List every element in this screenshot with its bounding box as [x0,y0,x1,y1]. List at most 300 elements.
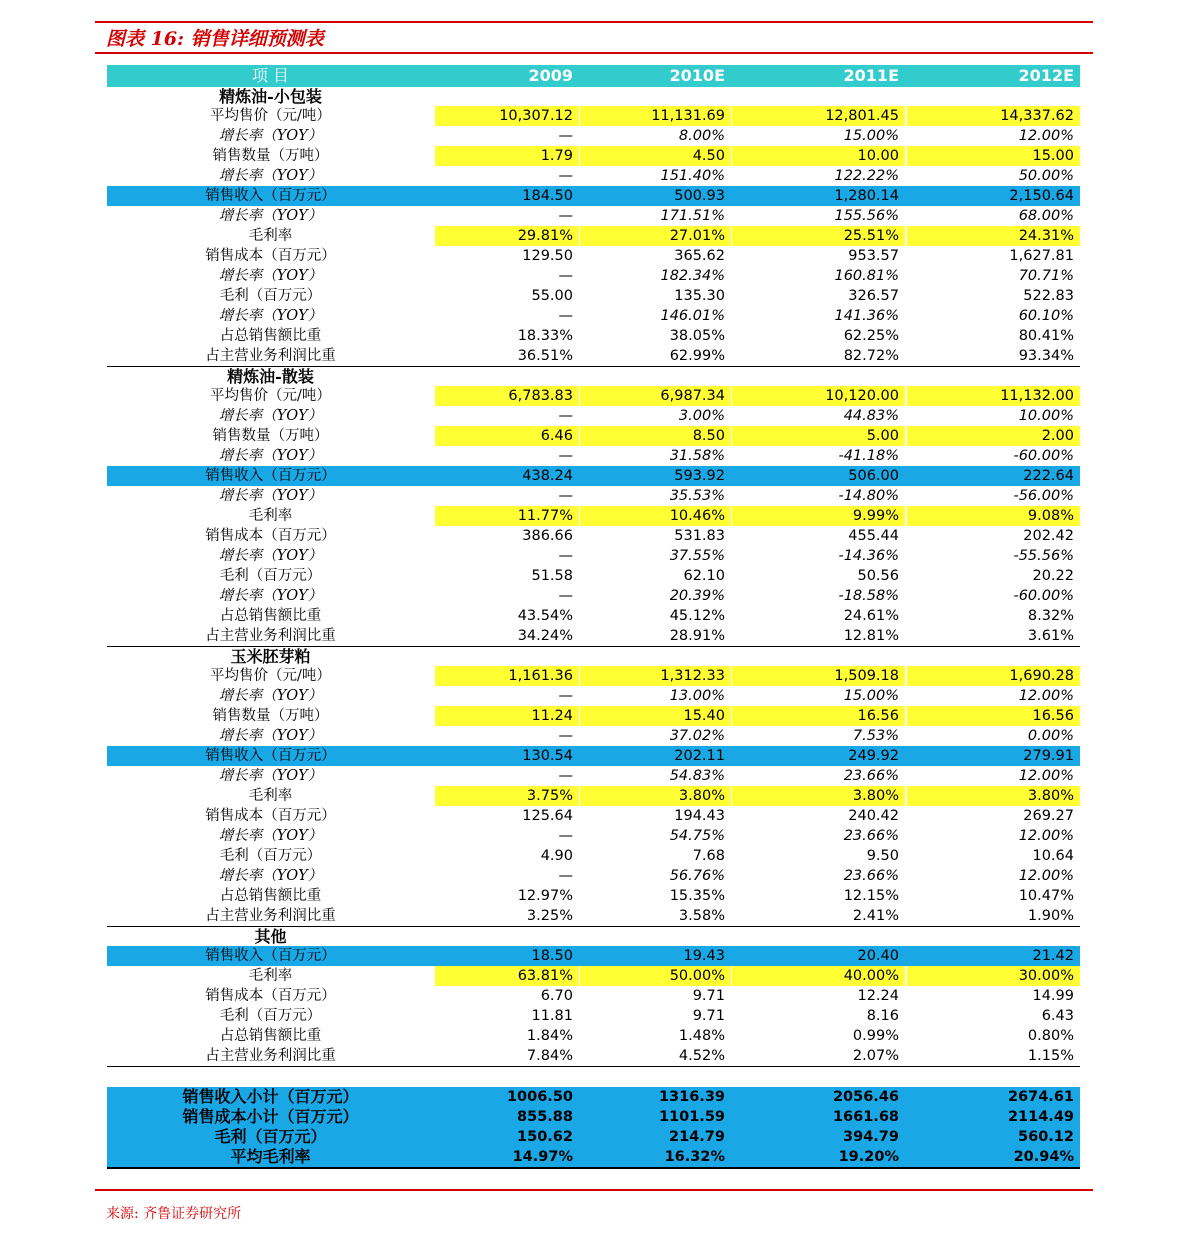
table-row [107,446,1080,466]
row-value: 50.00% [1018,168,1074,184]
row-value: — [558,128,573,144]
summary-value: 1101.59 [658,1109,725,1125]
row-value: 2.07% [852,1048,899,1064]
row-value: 1.84% [526,1028,573,1044]
row-value: 953.57 [848,248,899,264]
row-label: 增长率（YOY） [218,408,323,424]
row-value: 135.30 [674,288,725,304]
row-value: 20.39% [669,588,725,604]
row-value: 10.00 [732,146,905,166]
row-label: 占总销售额比重 [219,1028,322,1044]
row-value: 10.64 [1032,848,1074,864]
row-label: 占主营业务利润比重 [205,348,336,364]
row-value: 10,307.12 [435,106,579,126]
table-row [107,246,1080,266]
row-label: 平均售价（元/吨） [210,108,331,124]
row-label: 增长率（YOY） [218,688,323,704]
row-value: 6,987.34 [580,386,731,406]
row-label: 占主营业务利润比重 [205,628,336,644]
row-label: 销售收入（百万元） [205,948,336,964]
summary-value: 394.79 [843,1129,899,1145]
row-value: 50.00% [580,966,731,986]
row-value: 20.40 [857,948,899,964]
table-row [107,506,1080,526]
summary-value: 14.97% [512,1149,573,1165]
table-row [107,186,1080,206]
row-value: 12.97% [517,888,573,904]
row-value: 1,627.81 [1009,248,1074,264]
row-value: 50.56 [857,568,899,584]
table-row [107,706,1080,726]
row-value: 1,161.36 [435,666,579,686]
row-value: 122.22% [834,168,899,184]
row-value: 1.79 [435,146,579,166]
summary-value: 855.88 [517,1109,573,1125]
row-value: 7.53% [852,728,899,744]
row-value: 44.83% [843,408,899,424]
row-value: 62.99% [669,348,725,364]
row-value: — [558,828,573,844]
row-value: 194.43 [674,808,725,824]
row-value: 14.99 [1032,988,1074,1004]
row-value: 18.33% [517,328,573,344]
row-label: 毛利率 [248,968,293,984]
summary-value: 1006.50 [506,1089,573,1105]
row-value: 12.00% [1018,688,1074,704]
row-value: 11.77% [435,506,579,526]
row-label: 占总销售额比重 [219,608,322,624]
row-label: 毛利率 [248,228,293,244]
row-value: 28.91% [669,628,725,644]
summary-value: 560.12 [1018,1129,1074,1145]
table-row [107,626,1080,647]
row-value: 27.01% [580,226,731,246]
table-row [107,946,1080,966]
row-value: 16.56 [907,706,1080,726]
row-value: — [558,768,573,784]
row-value: 24.31% [907,226,1080,246]
row-value: 1,312.33 [580,666,731,686]
table-row [107,266,1080,286]
row-value: 3.80% [580,786,731,806]
row-label: 增长率（YOY） [218,488,323,504]
row-value: 386.66 [522,528,573,544]
row-value: 24.61% [843,608,899,624]
row-value: 16.56 [732,706,905,726]
summary-row [107,1087,1080,1107]
row-value: 12.00% [1018,868,1074,884]
row-value: 23.66% [843,828,899,844]
summary-row [107,1107,1080,1127]
summary-value: 16.32% [664,1149,725,1165]
row-label: 毛利（百万元） [219,288,322,304]
row-label: 销售成本（百万元） [205,988,336,1004]
row-value: 129.50 [522,248,573,264]
section-title-row [107,367,1080,386]
row-value: 15.40 [580,706,731,726]
row-value: -60.00% [1013,448,1074,464]
summary-label: 销售收入小计（百万元） [182,1087,359,1106]
table-row [107,126,1080,146]
row-value: 531.83 [674,528,725,544]
summary-value: 1316.39 [658,1089,725,1105]
row-value: 7.84% [526,1048,573,1064]
row-value: 0.99% [852,1028,899,1044]
summary-value: 2114.49 [1007,1109,1074,1125]
row-value: 182.34% [660,268,725,284]
row-value: 6.43 [1041,1008,1074,1024]
row-label: 销售成本（百万元） [205,808,336,824]
row-value: 29.81% [435,226,579,246]
row-value: 43.54% [517,608,573,624]
table-row [107,786,1080,806]
table-row [107,666,1080,686]
row-value: 35.53% [669,488,725,504]
row-value: 34.24% [517,628,573,644]
row-value: 9.71 [692,1008,725,1024]
row-value: 1,280.14 [834,188,899,204]
row-value: — [558,268,573,284]
row-label: 增长率（YOY） [218,268,323,284]
row-value: 141.36% [834,308,899,324]
row-value: 15.00 [907,146,1080,166]
row-value: — [558,688,573,704]
row-value: 54.75% [669,828,725,844]
header-label: 项 目 [251,66,290,85]
row-label: 增长率（YOY） [218,448,323,464]
figure-title: 图表 16: 销售详细预测表 [106,28,324,50]
row-value: 155.56% [834,208,899,224]
row-label: 增长率（YOY） [218,168,323,184]
row-value: 8.50 [580,426,731,446]
title-rule [95,52,1093,54]
header-year: 2012E [1018,66,1074,85]
row-value: — [558,448,573,464]
table-row [107,526,1080,546]
row-value: — [558,408,573,424]
row-label: 增长率（YOY） [218,548,323,564]
row-label: 销售数量（万吨） [212,428,329,444]
row-value: 438.24 [522,468,573,484]
source-note: 来源: 齐鲁证券研究所 [106,1206,242,1222]
summary-label: 销售成本小计（百万元） [182,1107,359,1126]
row-value: 6.46 [435,426,579,446]
row-value: 6,783.83 [435,386,579,406]
table-row [107,806,1080,826]
row-label: 增长率（YOY） [218,128,323,144]
row-label: 毛利率 [248,508,293,524]
table-row [107,386,1080,406]
row-label: 占主营业务利润比重 [205,908,336,924]
table-row [107,1006,1080,1026]
row-value: 146.01% [660,308,725,324]
summary-value: 214.79 [669,1129,725,1145]
row-value: 365.62 [674,248,725,264]
row-value: 62.25% [843,328,899,344]
row-value: 93.34% [1018,348,1074,364]
row-label: 销售收入（百万元） [205,188,336,204]
table-row [107,206,1080,226]
row-value: 62.10 [683,568,725,584]
row-label: 增长率（YOY） [218,728,323,744]
row-value: 3.25% [526,908,573,924]
row-label: 销售成本（百万元） [205,248,336,264]
row-value: 15.35% [669,888,725,904]
row-value: -55.56% [1013,548,1074,564]
row-value: 1,509.18 [732,666,905,686]
row-value: 222.64 [1023,468,1074,484]
row-value: 12.15% [843,888,899,904]
row-label: 毛利（百万元） [219,848,322,864]
table-row [107,426,1080,446]
row-value: 7.68 [692,848,725,864]
row-value: 5.00 [732,426,905,446]
row-value: 12.00% [1018,128,1074,144]
row-value: 15.00% [843,128,899,144]
header-year: 2009 [528,66,573,85]
section-title: 其他 [254,927,287,946]
row-label: 销售成本（百万元） [205,528,336,544]
row-value: 4.50 [580,146,731,166]
row-value: — [558,588,573,604]
row-value: 130.54 [522,748,573,764]
row-value: 30.00% [907,966,1080,986]
row-value: 522.83 [1023,288,1074,304]
row-value: 8.16 [866,1008,899,1024]
row-value: 2,150.64 [1009,188,1074,204]
row-label: 占总销售额比重 [219,328,322,344]
row-value: 10.47% [1018,888,1074,904]
row-label: 平均售价（元/吨） [210,668,331,684]
row-value: 1.15% [1027,1048,1074,1064]
row-value: — [558,728,573,744]
table-row [107,686,1080,706]
row-value: 4.52% [678,1048,725,1064]
table-row [107,566,1080,586]
row-value: 10,120.00 [732,386,905,406]
row-value: 8.32% [1027,608,1074,624]
summary-value: 19.20% [838,1149,899,1165]
row-value: 125.64 [522,808,573,824]
table-row [107,146,1080,166]
row-label: 增长率（YOY） [218,768,323,784]
row-value: 202.42 [1023,528,1074,544]
row-label: 销售数量（万吨） [212,148,329,164]
row-value: 2.00 [907,426,1080,446]
row-label: 占主营业务利润比重 [205,1048,336,1064]
row-value: 11,131.69 [580,106,731,126]
row-label: 销售数量（万吨） [212,708,329,724]
bottom-rule [95,1189,1093,1191]
row-value: 240.42 [848,808,899,824]
row-value: 8.00% [678,128,725,144]
row-value: 10.00% [1018,408,1074,424]
row-value: -41.18% [838,448,899,464]
row-value: 3.80% [732,786,905,806]
row-value: 3.58% [678,908,725,924]
table-row [107,346,1080,367]
summary-value: 1661.68 [832,1109,899,1125]
row-value: 249.92 [848,748,899,764]
row-value: 3.80% [907,786,1080,806]
row-value: 31.58% [669,448,725,464]
row-value: 11.24 [435,706,579,726]
row-value: 0.00% [1027,728,1074,744]
table-row [107,726,1080,746]
sales-forecast-table [107,65,1080,1169]
row-label: 毛利（百万元） [219,568,322,584]
row-label: 销售收入（百万元） [205,748,336,764]
summary-label: 平均毛利率 [230,1147,311,1166]
table-row [107,106,1080,126]
table-row [107,846,1080,866]
table-row [107,866,1080,886]
row-value: 3.00% [678,408,725,424]
row-value: — [558,488,573,504]
row-value: 171.51% [660,208,725,224]
row-value: 9.99% [732,506,905,526]
row-value: 40.00% [732,966,905,986]
table-row [107,406,1080,426]
header-year: 2010E [669,66,725,85]
table-row [107,466,1080,486]
row-value: 60.10% [1018,308,1074,324]
summary-value: 20.94% [1013,1149,1074,1165]
row-value: 21.42 [1032,948,1074,964]
table-header-row [107,65,1080,87]
row-label: 占总销售额比重 [219,888,322,904]
row-value: 36.51% [517,348,573,364]
row-value: 6.70 [540,988,573,1004]
row-value: 9.50 [866,848,899,864]
row-value: 55.00 [531,288,573,304]
table-row [107,906,1080,927]
table-row [107,766,1080,786]
row-value: 11.81 [531,1008,573,1024]
table-row [107,326,1080,346]
row-value: 70.71% [1018,268,1074,284]
row-value: 12.24 [857,988,899,1004]
table-row [107,306,1080,326]
row-label: 增长率（YOY） [218,868,323,884]
table-row [107,886,1080,906]
table-row [107,166,1080,186]
row-value: 184.50 [522,188,573,204]
summary-row [107,1147,1080,1169]
row-value: 63.81% [435,966,579,986]
row-value: — [558,308,573,324]
top-rule [95,21,1093,23]
row-label: 毛利（百万元） [219,1008,322,1024]
table-row [107,746,1080,766]
row-value: — [558,168,573,184]
row-label: 毛利率 [248,788,293,804]
row-value: 12.00% [1018,828,1074,844]
row-value: 82.72% [843,348,899,364]
row-value: 12,801.45 [732,106,905,126]
row-value: 38.05% [669,328,725,344]
row-value: 51.58 [531,568,573,584]
section-title-row [107,647,1080,666]
row-value: 151.40% [660,168,725,184]
section-title: 精炼油-散装 [227,367,314,386]
row-value: 279.91 [1023,748,1074,764]
section-title-row [107,87,1080,106]
row-value: 15.00% [843,688,899,704]
row-value: 37.02% [669,728,725,744]
row-value: 455.44 [848,528,899,544]
row-value: 10.46% [580,506,731,526]
table-row [107,226,1080,246]
row-value: 13.00% [669,688,725,704]
row-value: -56.00% [1013,488,1074,504]
row-value: 3.75% [435,786,579,806]
row-label: 增长率（YOY） [218,828,323,844]
row-value: 0.80% [1027,1028,1074,1044]
row-value: — [558,208,573,224]
row-value: 80.41% [1018,328,1074,344]
row-value: 2.41% [852,908,899,924]
section-title-row [107,927,1080,946]
row-value: -14.80% [838,488,899,504]
row-value: 593.92 [674,468,725,484]
row-value: 37.55% [669,548,725,564]
header-year: 2011E [843,66,899,85]
table-spacer [107,1067,1080,1087]
table-row [107,1026,1080,1046]
summary-value: 2674.61 [1007,1089,1074,1105]
table-row [107,986,1080,1006]
row-value: 1,690.28 [907,666,1080,686]
summary-label: 毛利（百万元） [214,1127,327,1146]
row-value: 3.61% [1027,628,1074,644]
row-value: 202.11 [674,748,725,764]
row-value: 506.00 [848,468,899,484]
row-value: 19.43 [683,948,725,964]
section-title: 玉米胚芽粕 [230,647,311,666]
row-value: 160.81% [834,268,899,284]
row-value: 9.71 [692,988,725,1004]
table-row [107,286,1080,306]
row-value: 326.57 [848,288,899,304]
table-row [107,1046,1080,1067]
row-value: -60.00% [1013,588,1074,604]
row-label: 平均售价（元/吨） [210,388,331,404]
row-value: — [558,868,573,884]
summary-value: 150.62 [517,1129,573,1145]
row-value: 14,337.62 [907,106,1080,126]
row-value: -18.58% [838,588,899,604]
row-label: 增长率（YOY） [218,208,323,224]
row-value: 11,132.00 [907,386,1080,406]
section-title: 精炼油-小包装 [219,87,322,106]
row-value: 23.66% [843,868,899,884]
row-label: 增长率（YOY） [218,308,323,324]
summary-row [107,1127,1080,1147]
table-row [107,586,1080,606]
row-value: 1.48% [678,1028,725,1044]
row-label: 增长率（YOY） [218,588,323,604]
row-value: 20.22 [1032,568,1074,584]
row-value: 269.27 [1023,808,1074,824]
row-value: 45.12% [669,608,725,624]
row-value: 500.93 [674,188,725,204]
summary-value: 2056.46 [832,1089,899,1105]
row-value: 12.81% [843,628,899,644]
table-row [107,966,1080,986]
row-value: 56.76% [669,868,725,884]
table-row [107,486,1080,506]
